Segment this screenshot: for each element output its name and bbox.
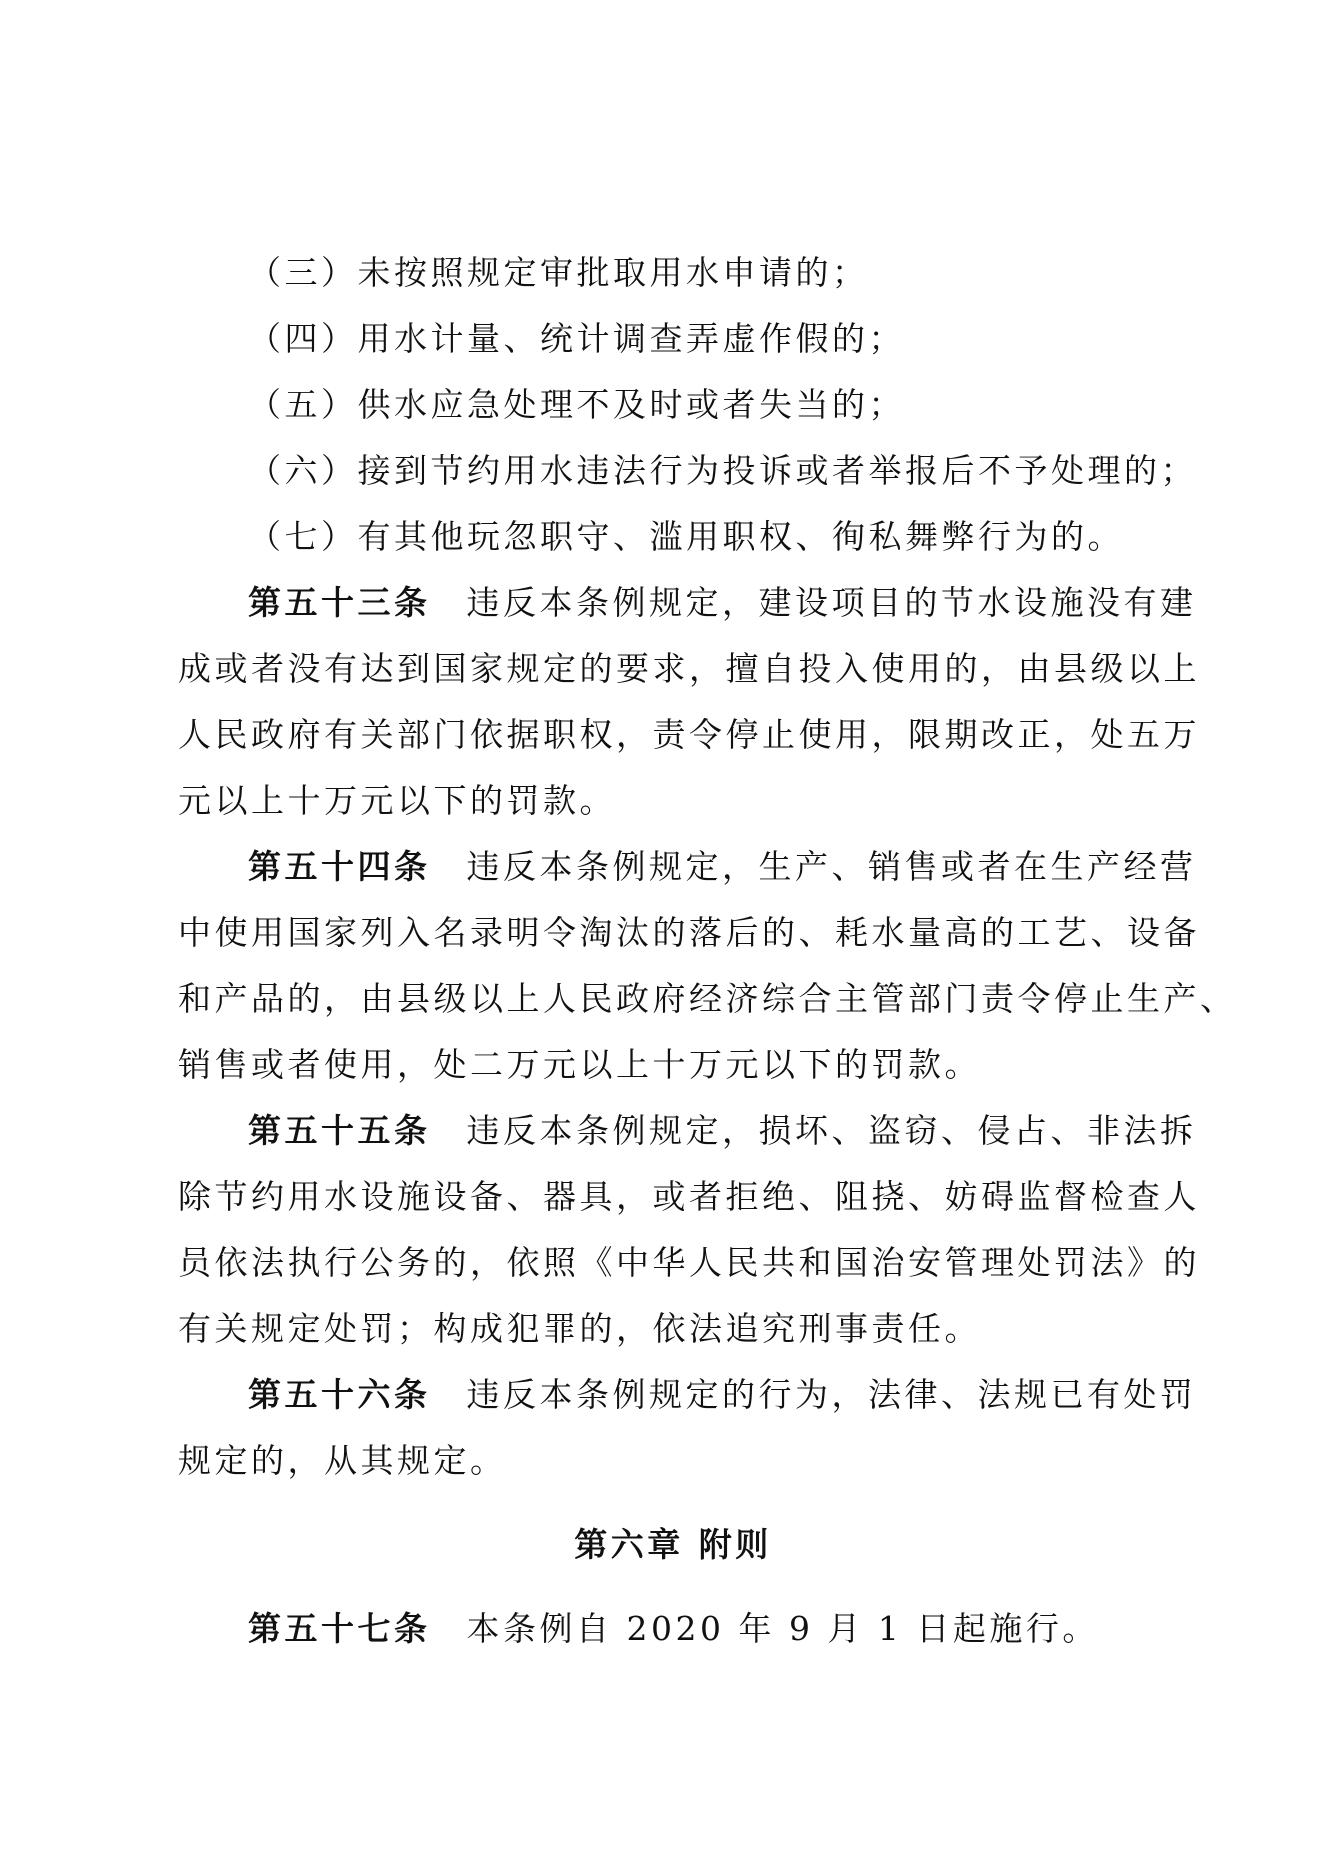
article-text: 有关规定处罚；构成犯罪的，依法追究刑事责任。 [178,1309,981,1348]
list-item: （五）供水应急处理不及时或者失当的； [248,385,905,424]
article-number: 第五十六条 [248,1375,431,1414]
article-number: 第五十五条 [248,1111,431,1150]
article-text: 本条例自 2020 年 9 月 1 日起施行。 [466,1609,1099,1648]
article-53 [178,570,1200,834]
article-text: 成或者没有达到国家规定的要求，擅自投入使用的，由县级以上 [178,649,1200,688]
article-text: 员依法执行公务的，依照《中华人民共和国治安管理处罚法》的 [178,1243,1200,1282]
article-text: 规定的，从其规定。 [178,1441,507,1480]
list-item: （六）接到节约用水违法行为投诉或者举报后不予处理的； [248,451,1197,490]
article-text: 销售或者使用，处二万元以上十万元以下的罚款。 [178,1045,981,1084]
article-text: 中使用国家列入名录明令淘汰的落后的、耗水量高的工艺、设备 [178,913,1200,952]
article-text: 违反本条例规定，损坏、盗窃、侵占、非法拆 [466,1111,1197,1150]
article-number: 第五十三条 [248,583,431,622]
article-text: 违反本条例规定，建设项目的节水设施没有建 [466,583,1197,622]
document-page [178,240,1237,1662]
article-56 [178,1362,1197,1494]
article-text: 元以上十万元以下的罚款。 [178,781,616,820]
article-text: 违反本条例规定的行为，法律、法规已有处罚 [466,1375,1197,1414]
article-54 [178,834,1237,1098]
article-number: 第五十四条 [248,847,431,886]
article-55 [178,1098,1200,1362]
article-text: 人民政府有关部门依据职权，责令停止使用，限期改正，处五万 [178,715,1200,754]
article-text: 除节约用水设施设备、器具，或者拒绝、阻挠、妨碍监督检查人 [178,1177,1200,1216]
chapter-heading: 第六章 附则 [574,1525,772,1564]
list-item: （四）用水计量、统计调查弄虚作假的； [248,319,905,358]
list-item: （三）未按照规定审批取用水申请的； [248,253,869,292]
article-text: 和产品的，由县级以上人民政府经济综合主管部门责令停止生产、 [178,979,1237,1018]
article-number: 第五十七条 [248,1609,431,1648]
article-57 [178,1596,1168,1662]
article-text: 违反本条例规定，生产、销售或者在生产经营 [466,847,1197,886]
list-item: （七）有其他玩忽职守、滥用职权、徇私舞弊行为的。 [248,517,1124,556]
